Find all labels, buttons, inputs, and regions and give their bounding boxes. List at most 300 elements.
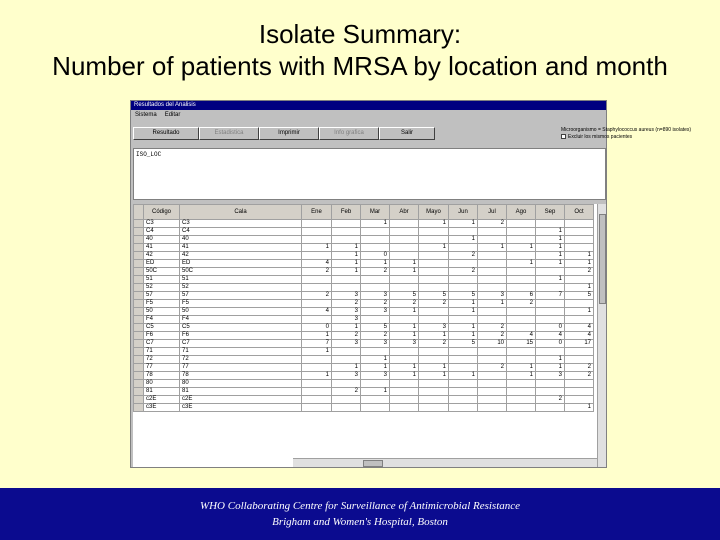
table-cell: 1 (332, 252, 361, 260)
table-cell (332, 236, 361, 244)
table-row[interactable] (134, 252, 594, 260)
window-title: Resultados del Analisis (134, 102, 196, 108)
column-header[interactable]: Sep (536, 205, 565, 220)
row-selector[interactable] (134, 364, 144, 372)
table-cell (478, 404, 507, 412)
table-cell (449, 364, 478, 372)
table-cell (536, 316, 565, 324)
table-cell (565, 380, 594, 388)
table-cell: 1 (332, 324, 361, 332)
table-cell: 2 (361, 332, 390, 340)
exclude-duplicates-checkbox[interactable] (561, 134, 566, 139)
table-cell: 1 (478, 300, 507, 308)
table-body (134, 220, 594, 412)
table-cell: C4 (180, 228, 302, 236)
table-cell (449, 244, 478, 252)
table-cell (419, 404, 449, 412)
table-row[interactable] (134, 308, 594, 316)
table-cell: 42 (180, 252, 302, 260)
footer-line1: WHO Collaborating Centre for Surveillance of Antimicrobial Resistance (199, 500, 521, 512)
table-row[interactable] (134, 220, 594, 228)
table-cell (302, 236, 332, 244)
footer (0, 488, 720, 540)
table-cell: 5 (449, 340, 478, 348)
table-cell: 1 (565, 260, 594, 268)
row-selector[interactable] (134, 244, 144, 252)
table-cell: 7 (302, 340, 332, 348)
row-selector[interactable] (134, 348, 144, 356)
table-cell: 72 (180, 356, 302, 364)
table-cell (302, 252, 332, 260)
row-selector[interactable] (134, 228, 144, 236)
table-cell: 1 (565, 308, 594, 316)
horizontal-scrollbar[interactable] (293, 458, 597, 467)
table-cell (478, 284, 507, 292)
command-text: ISO_LOC (136, 151, 162, 158)
table-row[interactable] (134, 396, 594, 404)
table-cell: 1 (478, 244, 507, 252)
table-cell (390, 356, 419, 364)
row-selector[interactable] (134, 220, 144, 228)
column-header[interactable]: Jun (449, 205, 478, 220)
table-cell (332, 220, 361, 228)
table-cell (302, 404, 332, 412)
table-cell: 2 (332, 332, 361, 340)
table-cell: 1 (390, 372, 419, 380)
table-cell: 1 (332, 364, 361, 372)
exclude-duplicates-label: Excluir los mismos pacientes (568, 134, 633, 140)
table-cell (419, 308, 449, 316)
table-cell (390, 236, 419, 244)
table-cell (302, 228, 332, 236)
column-header[interactable]: Feb (332, 205, 361, 220)
table-cell (361, 244, 390, 252)
row-selector[interactable] (134, 276, 144, 284)
table-cell: 1 (449, 332, 478, 340)
table-cell: 71 (144, 348, 180, 356)
table-cell: F4 (180, 316, 302, 324)
table-row[interactable] (134, 244, 594, 252)
table-cell (565, 276, 594, 284)
table-cell: C7 (144, 340, 180, 348)
table-cell (449, 284, 478, 292)
table-cell (361, 348, 390, 356)
table-cell: 41 (180, 244, 302, 252)
table-cell (536, 404, 565, 412)
table-cell (390, 252, 419, 260)
toolbar (133, 127, 435, 140)
column-header[interactable]: Mayo (419, 205, 449, 220)
table-cell: 1 (536, 236, 565, 244)
table-cell (361, 284, 390, 292)
table-cell: C3 (180, 220, 302, 228)
table-cell: 1 (419, 372, 449, 380)
table-cell (390, 228, 419, 236)
table-cell: 1 (361, 388, 390, 396)
table-cell: 1 (449, 308, 478, 316)
table-cell: 2 (390, 300, 419, 308)
vertical-scrollbar[interactable] (597, 204, 606, 467)
table-cell: 71 (180, 348, 302, 356)
table-cell: 1 (536, 228, 565, 236)
table-row[interactable] (134, 300, 594, 308)
table-cell: 2 (332, 388, 361, 396)
table-cell: 4 (565, 332, 594, 340)
table-cell (449, 404, 478, 412)
table-cell: 1 (565, 284, 594, 292)
table-cell (507, 236, 536, 244)
table-cell (390, 396, 419, 404)
table-cell (507, 388, 536, 396)
row-selector[interactable] (134, 388, 144, 396)
table-cell: 1 (449, 236, 478, 244)
table-cell (507, 268, 536, 276)
slide-title (0, 18, 720, 82)
table-cell: 1 (419, 220, 449, 228)
table-cell (536, 348, 565, 356)
table-cell (565, 316, 594, 324)
table-cell: 4 (536, 332, 565, 340)
table-cell (332, 356, 361, 364)
table-cell (419, 260, 449, 268)
table-cell: 15 (507, 340, 536, 348)
table-cell: F6 (144, 332, 180, 340)
table-cell (507, 316, 536, 324)
table-cell (390, 404, 419, 412)
results-window (130, 100, 692, 468)
table-cell: 1 (390, 308, 419, 316)
row-selector[interactable] (134, 292, 144, 300)
table-cell: 2 (565, 268, 594, 276)
table-cell: 2 (449, 268, 478, 276)
table-cell: 3 (332, 308, 361, 316)
table-cell (507, 276, 536, 284)
table-cell: 50 (144, 308, 180, 316)
table-cell: 1 (507, 364, 536, 372)
table-cell (332, 276, 361, 284)
table-cell: 1 (361, 364, 390, 372)
table-cell (565, 228, 594, 236)
table-cell: 3 (361, 292, 390, 300)
table-cell (478, 276, 507, 284)
table-cell (449, 260, 478, 268)
results-grid (133, 204, 606, 467)
table-row[interactable] (134, 348, 594, 356)
table-row[interactable] (134, 404, 594, 412)
table-cell: 2 (361, 300, 390, 308)
table-cell: 1 (507, 372, 536, 380)
row-selector[interactable] (134, 316, 144, 324)
table-cell: 77 (180, 364, 302, 372)
table-cell (332, 284, 361, 292)
table-cell: 1 (449, 300, 478, 308)
table-cell (565, 348, 594, 356)
row-selector[interactable] (134, 308, 144, 316)
table-cell (507, 380, 536, 388)
row-selector[interactable] (134, 380, 144, 388)
table-cell: 2 (507, 300, 536, 308)
command-text-area[interactable] (133, 148, 606, 200)
table-cell (419, 284, 449, 292)
table-cell: 7 (536, 292, 565, 300)
table-cell (478, 372, 507, 380)
row-selector[interactable] (134, 236, 144, 244)
table-cell: F6 (180, 332, 302, 340)
table-cell: 2 (302, 268, 332, 276)
column-header[interactable]: Cala (180, 205, 302, 220)
table-cell (361, 404, 390, 412)
table-cell: 1 (361, 356, 390, 364)
table-cell: 2 (565, 372, 594, 380)
table-cell (390, 276, 419, 284)
table-row[interactable] (134, 388, 594, 396)
table-cell (361, 236, 390, 244)
table-cell (419, 252, 449, 260)
table-cell: C5 (144, 324, 180, 332)
table-cell (536, 388, 565, 396)
slide-title-line2: Number of patients with MRSA by location and month (52, 51, 668, 81)
table-row[interactable] (134, 284, 594, 292)
table-cell: 3 (332, 292, 361, 300)
row-selector[interactable] (134, 300, 144, 308)
row-selector[interactable] (134, 260, 144, 268)
row-selector[interactable] (134, 404, 144, 412)
table-cell: 50 (180, 308, 302, 316)
table-cell (361, 276, 390, 284)
table-cell (390, 388, 419, 396)
table-cell (302, 388, 332, 396)
table-cell (390, 316, 419, 324)
horizontal-scroll-thumb[interactable] (363, 460, 383, 467)
table-cell (449, 276, 478, 284)
row-selector[interactable] (134, 252, 144, 260)
table-cell (449, 380, 478, 388)
table-cell (507, 252, 536, 260)
table-cell (361, 316, 390, 324)
table-cell (332, 396, 361, 404)
column-header[interactable]: Jul (478, 205, 507, 220)
table-cell (449, 228, 478, 236)
table-cell: 1 (507, 244, 536, 252)
table-cell: 1 (332, 244, 361, 252)
table-cell: 1 (536, 364, 565, 372)
table-cell: 2 (419, 340, 449, 348)
row-selector[interactable] (134, 324, 144, 332)
column-header[interactable]: Código (144, 205, 180, 220)
table-row[interactable] (134, 276, 594, 284)
table-cell: 2 (536, 396, 565, 404)
table-cell: 6 (507, 292, 536, 300)
table-cell (419, 396, 449, 404)
table-cell (449, 348, 478, 356)
table-cell: 5 (361, 324, 390, 332)
column-header[interactable]: Mar (361, 205, 390, 220)
table-cell: 1 (302, 372, 332, 380)
table-row[interactable] (134, 236, 594, 244)
table-row[interactable] (134, 324, 594, 332)
imprimir-button[interactable]: Imprimir (259, 127, 319, 140)
table-cell (507, 284, 536, 292)
table-cell: 3 (419, 324, 449, 332)
table-row[interactable] (134, 340, 594, 348)
table-cell (536, 308, 565, 316)
table-row[interactable] (134, 380, 594, 388)
table-cell (565, 244, 594, 252)
column-header[interactable]: Abr (390, 205, 419, 220)
table-cell (390, 348, 419, 356)
table-cell: 42 (144, 252, 180, 260)
table-cell: 52 (144, 284, 180, 292)
table-cell (302, 364, 332, 372)
row-selector[interactable] (134, 268, 144, 276)
column-header[interactable]: Ago (507, 205, 536, 220)
table-cell (478, 316, 507, 324)
table-cell (478, 348, 507, 356)
table-cell (536, 300, 565, 308)
table-cell (507, 404, 536, 412)
menu-item-editar[interactable]: Editar (164, 112, 181, 118)
table-cell: C4 (144, 228, 180, 236)
row-selector[interactable] (134, 356, 144, 364)
table-cell: 3 (361, 372, 390, 380)
table-row[interactable] (134, 292, 594, 300)
table-cell (419, 356, 449, 364)
table-cell (507, 220, 536, 228)
table-cell: 1 (419, 332, 449, 340)
table-cell (449, 356, 478, 364)
table-row[interactable] (134, 228, 594, 236)
table-cell (536, 268, 565, 276)
table-cell: 3 (332, 372, 361, 380)
table-cell (478, 236, 507, 244)
table-cell: 4 (507, 332, 536, 340)
table-cell (390, 220, 419, 228)
table-cell: 1 (390, 260, 419, 268)
table-cell: C7 (180, 340, 302, 348)
table-cell (419, 276, 449, 284)
table-row[interactable] (134, 364, 594, 372)
results-table (133, 204, 594, 412)
row-selector[interactable] (134, 332, 144, 340)
table-cell: 1 (536, 276, 565, 284)
table-cell: 1 (390, 332, 419, 340)
table-cell (302, 300, 332, 308)
table-cell (478, 252, 507, 260)
table-cell: 1 (536, 356, 565, 364)
estadistica-button[interactable]: Estadistica (199, 127, 259, 140)
table-cell: 1 (390, 324, 419, 332)
column-header[interactable]: Oct (565, 205, 594, 220)
table-cell: 80 (144, 380, 180, 388)
table-cell: 81 (180, 388, 302, 396)
table-cell (419, 228, 449, 236)
table-cell: 0 (536, 324, 565, 332)
table-cell (332, 380, 361, 388)
info-grafica-button[interactable]: Info grafica (319, 127, 379, 140)
table-cell: 1 (565, 404, 594, 412)
table-cell (507, 356, 536, 364)
table-row[interactable] (134, 316, 594, 324)
table-header-row (134, 205, 594, 220)
table-row[interactable] (134, 260, 594, 268)
table-cell: 3 (361, 308, 390, 316)
column-header[interactable]: Ene (302, 205, 332, 220)
table-cell: 17 (565, 340, 594, 348)
table-cell: ED (144, 260, 180, 268)
table-cell: 57 (144, 292, 180, 300)
table-cell (478, 308, 507, 316)
table-cell (302, 284, 332, 292)
table-cell: 3 (390, 340, 419, 348)
table-cell: 1 (361, 220, 390, 228)
table-cell (302, 380, 332, 388)
table-cell: 2 (332, 300, 361, 308)
table-row[interactable] (134, 356, 594, 364)
table-cell: 1 (419, 244, 449, 252)
row-selector[interactable] (134, 340, 144, 348)
vertical-scroll-thumb[interactable] (599, 214, 606, 304)
table-cell: 1 (449, 324, 478, 332)
table-cell: 1 (332, 268, 361, 276)
row-selector[interactable] (134, 372, 144, 380)
table-cell: 2 (478, 364, 507, 372)
table-row[interactable] (134, 372, 594, 380)
table-cell (390, 244, 419, 252)
resultado-button[interactable]: Resultado (133, 127, 199, 140)
table-cell: 72 (144, 356, 180, 364)
table-row[interactable] (134, 332, 594, 340)
table-cell (302, 356, 332, 364)
table-cell (565, 236, 594, 244)
table-cell: 2 (478, 324, 507, 332)
table-cell (478, 228, 507, 236)
table-cell: 5 (565, 292, 594, 300)
table-cell (507, 308, 536, 316)
table-cell (478, 260, 507, 268)
table-cell: 41 (144, 244, 180, 252)
window-title-bar[interactable] (131, 101, 606, 110)
menu-item-sistema[interactable]: Sistema (135, 112, 157, 118)
table-cell (478, 268, 507, 276)
table-cell (478, 396, 507, 404)
table-cell: 3 (361, 340, 390, 348)
table-cell (302, 220, 332, 228)
table-row[interactable] (134, 268, 594, 276)
table-cell (419, 380, 449, 388)
table-cell (419, 236, 449, 244)
table-cell: F5 (180, 300, 302, 308)
row-selector[interactable] (134, 396, 144, 404)
table-cell (419, 268, 449, 276)
table-cell: 5 (449, 292, 478, 300)
row-selector[interactable] (134, 284, 144, 292)
salir-button[interactable]: Salir (379, 127, 435, 140)
table-cell: 1 (565, 252, 594, 260)
table-cell: 1 (536, 252, 565, 260)
table-cell: F5 (144, 300, 180, 308)
table-cell (302, 276, 332, 284)
table-cell (361, 228, 390, 236)
table-cell: 1 (390, 268, 419, 276)
table-cell: 0 (536, 340, 565, 348)
table-cell: 57 (180, 292, 302, 300)
row-selector-header (134, 205, 144, 220)
table-cell: 50C (144, 268, 180, 276)
table-cell: 2 (565, 364, 594, 372)
table-cell (419, 388, 449, 396)
table-cell (536, 284, 565, 292)
table-cell (332, 404, 361, 412)
